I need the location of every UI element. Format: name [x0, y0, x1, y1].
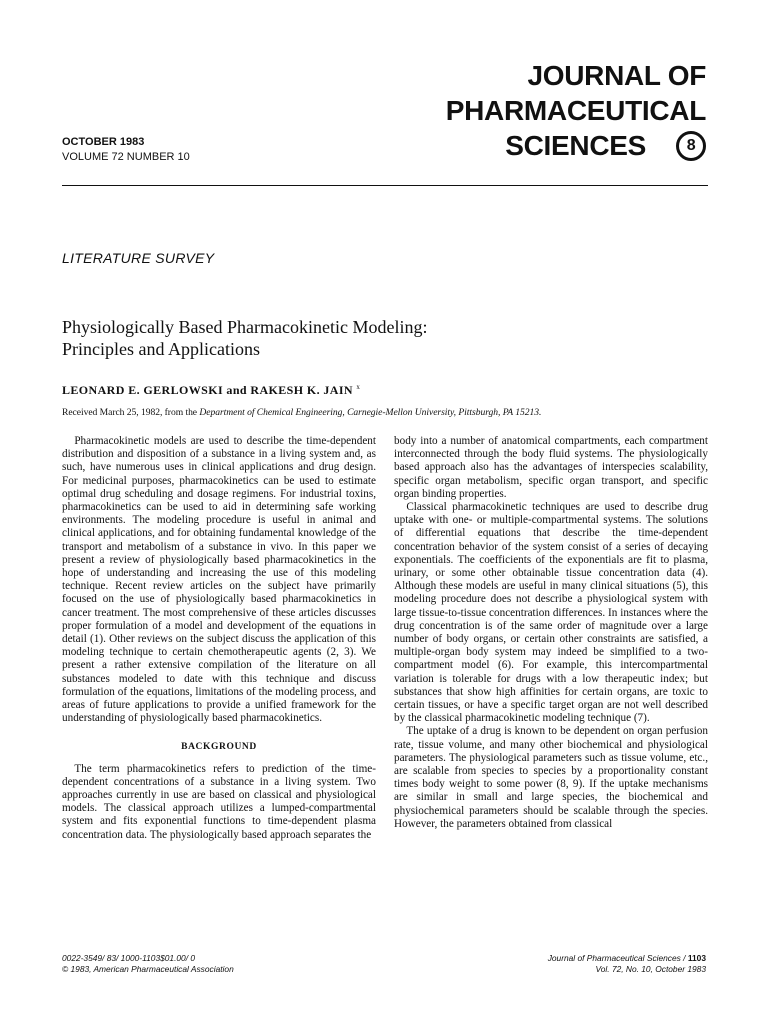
article-title — [62, 316, 427, 360]
article-authors — [62, 383, 360, 398]
paragraph-classical: Classical pharmacokinetic techniques are used to describe drug uptake with one- or multiple-compartmental systems. The solutions of differential equations that describe the time-dependent concentration behavior of the system consist of a series of decaying exponentials. The coefficients of the exponentials are fit to plasma, urinary, or some other obtainable tissue concentration data (4). Although these models are useful in many clinical situations (5), this modeling procedure does not describe a physiological system with large tissue-to-tissue concentration differences. In instances where the drug concentration is of the same order of magnitude over a large number of body organs, or certain other constraints are satisfied, a multiple-organ body system may indeed be simplified to a two-compartment model (6). For example, this intercompartmental variation is tolerable for drugs with a low therapeutic index; but substances that show high affinities for certain organs, are toxic to certain tissues, or have a specific target organ are not well described by the classical pharmacokinetic modeling technique (7). — [394, 501, 708, 725]
footer-copyright: © 1983, American Pharmaceutical Association — [62, 964, 234, 974]
section-label: LITERATURE SURVEY — [62, 250, 215, 266]
paragraph-intro: Pharmacokinetic models are used to describe the time-dependent distribution and disposition of a substance in a living system and, as such, have numerous uses in clinical applications and drug design. For medicinal purposes, pharmacokinetics can be used to estimate optimal drug scheduling and dosage regimens. For industrial toxins, pharmacokinetics can be used to aid in determining safe working environments. The modeling procedure is useful in animal and clinical applications, and for obtaining fundamental knowledge of the transport and metabolism of a substance in vivo. In this paper we present a review of physiologically based pharmacokinetics in the hope of understanding and increasing the use of this modeling technique. Recent review articles on the subject have primarily focused on the use of physiologically based pharmacokinetics in cancer treatment. The most comprehensive of these articles discusses proper formulation of a model and development of the equations in detail (1). Other reviews on the subject discuss the application of this modeling technique to certain chemotherapeutic agents (2, 3). We present a rather extensive compilation of the literature on all substances modeled to date with this technique and discuss formulation of the equations, limitations of the modeling process, and areas of future applications to provide a unified framework for the understanding of physiologically based pharmacokinetics. — [62, 435, 376, 725]
journal-title-line-2: PHARMACEUTICAL — [445, 95, 706, 126]
journal-logo-icon: 8 — [676, 131, 706, 161]
issue-info — [62, 135, 190, 165]
author-names: LEONARD E. GERLOWSKI and RAKESH K. JAIN — [62, 383, 353, 397]
journal-title-line-1: JOURNAL OF — [527, 60, 706, 91]
paragraph-background: The term pharmacokinetics refers to prediction of the time-dependent concentrations of a substance in a living system. Two approaches currently in use are based on classical and physiological models. The classical approach utilizes a lumped-compartmental system and fits exponential functions to time-dependent plasma concentration data. The physiologically based approach separates the — [62, 762, 376, 841]
issue-volume-number: VOLUME 72 NUMBER 10 — [62, 151, 190, 163]
masthead-divider — [62, 185, 708, 186]
article-title-line-1: Physiologically Based Pharmacokinetic Modeling: — [62, 317, 428, 337]
footer-volume-ref: Vol. 72, No. 10, October 1983 — [595, 964, 706, 974]
body-column-right — [394, 435, 708, 831]
paragraph-uptake: The uptake of a drug is known to be dependent on organ perfusion rate, tissue volume, and many other biochemical and physiological parameters. The physiological parameters such as tissue volume, etc., are scalable from species to species by a proportionality constant times body weight to some power (8, 9). If the uptake mechanisms are similar in small and large species, the biochemical and physiochemical parameters should be scalable through the species. However, the parameters obtained from classical — [394, 725, 708, 830]
received-department: Department of Chemical Engineering, Carnegie-Mellon University, Pittsburgh, PA 15213. — [199, 407, 542, 418]
page-number: 1103 — [687, 953, 706, 963]
footer-journal-ref: Journal of Pharmaceutical Sciences / — [547, 953, 686, 963]
journal-masthead — [446, 58, 706, 163]
journal-title-line-3: SCIENCES — [505, 130, 646, 161]
issue-month-year: OCTOBER 1983 — [62, 136, 145, 148]
corresponding-author-mark: x — [356, 383, 361, 391]
received-prefix: Received March 25, 1982, from the — [62, 407, 198, 418]
received-line — [62, 407, 541, 418]
body-column-left — [62, 435, 376, 842]
article-title-line-2: Principles and Applications — [62, 339, 260, 359]
section-heading-background: BACKGROUND — [181, 742, 257, 753]
paragraph-continued: body into a number of anatomical compartments, each compartment interconnected through the body fluid systems. The physiologically based approach also has the advantages of interspecies scalability, specific organ metabolism, specific organ transport, and specific organ binding properties. — [394, 435, 708, 500]
footer-code: 0022-3549/ 83/ 1000-1103$01.00/ 0 — [62, 953, 196, 963]
footer-right — [548, 953, 706, 975]
footer-left — [62, 953, 234, 975]
